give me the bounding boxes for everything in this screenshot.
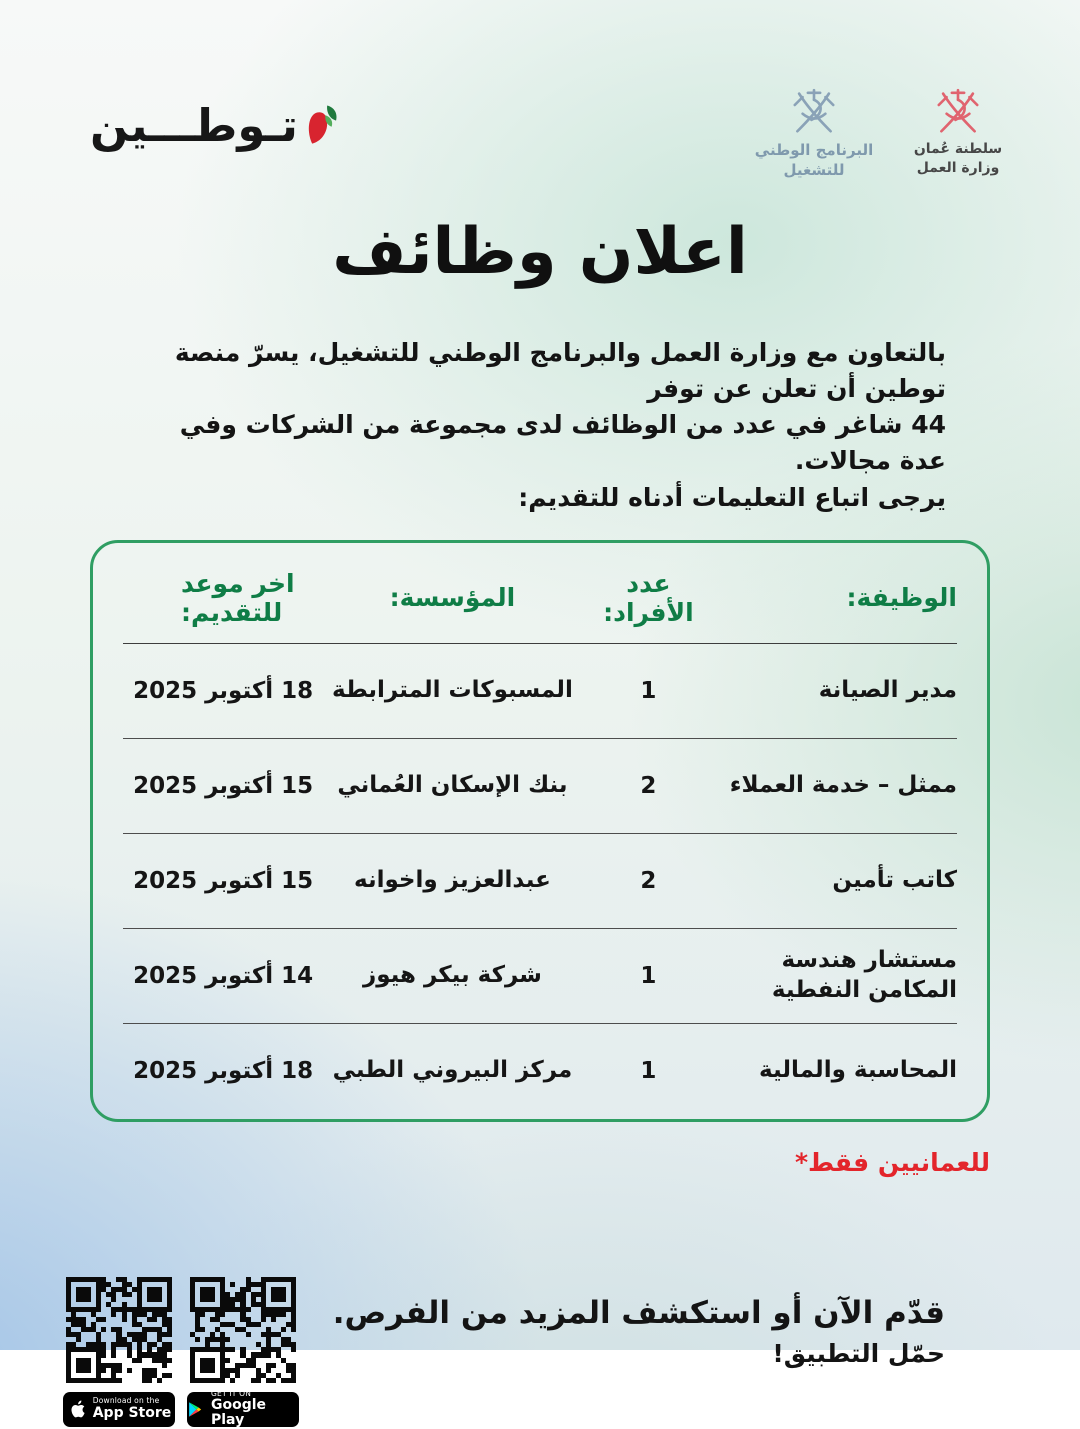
nep-logo-text: البرنامج الوطني (754, 141, 874, 159)
badge-bottom-text: App Store (92, 1404, 172, 1421)
badge-top-text: GET IT ON (211, 1388, 252, 1398)
intro-paragraph (90, 335, 990, 516)
cta-line-1: قدّم الآن أو استكشف المزيد من الفرص. (332, 1294, 945, 1331)
job-title-cell: مستشار هندسة المكامن النفطية (771, 946, 957, 1003)
deadline-cell: 15 أكتوبر 2025 (133, 772, 314, 799)
oman-emblem-icon (786, 84, 842, 140)
company-cell: عبدالعزيز واخوانه (354, 866, 551, 893)
badge-bottom-text: Google Play (211, 1396, 267, 1429)
job-title-cell: مدير الصيانة (818, 676, 957, 703)
deadline-cell: 15 أكتوبر 2025 (133, 867, 314, 894)
cta-line-2: حمّل التطبيق! (772, 1338, 945, 1368)
table-row (123, 1024, 957, 1119)
column-header-count: عدد الأفراد: (603, 568, 694, 627)
google-play-badge[interactable] (187, 1388, 299, 1429)
app-store-badge[interactable] (63, 1392, 175, 1427)
google-play-icon (187, 1400, 204, 1419)
national-employment-program-logo (752, 84, 876, 181)
column-header-job: الوظيفة: (846, 582, 957, 612)
footer (0, 1277, 1080, 1427)
page-title: اعلان وظائف (332, 214, 748, 289)
headcount-cell: 2 (640, 772, 657, 799)
intro-line: 44 شاغر في عدد من الوظائف لدى مجموعة من الشركات وفي عدة مجالات. (179, 410, 946, 476)
badge-top-text: Download on the (92, 1396, 160, 1406)
app-store-qr-code (66, 1277, 172, 1383)
intro-line: بالتعاون مع وزارة العمل والبرنامج الوطني للتشغيل، يسرّ منصة توطين أن تعلن عن توفر (174, 337, 946, 403)
column-header-deadline: اخر موعد للتقديم: (181, 568, 295, 627)
google-play-qr-code (190, 1277, 296, 1383)
omanis-only-note: للعمانيين فقط* (794, 1147, 990, 1177)
column-header-org: المؤسسة: (389, 582, 516, 612)
header (0, 0, 1080, 181)
government-logos (752, 84, 1020, 181)
google-play-column (187, 1277, 299, 1427)
headcount-cell: 2 (640, 867, 657, 894)
app-download-section (63, 1277, 299, 1427)
table-row (123, 929, 957, 1024)
ministry-of-labour-logo (896, 84, 1020, 178)
apple-icon (67, 1398, 86, 1420)
headcount-cell: 1 (640, 677, 657, 704)
job-title-cell: كاتب تأمين (832, 866, 957, 893)
company-cell: شركة بيكر هيوز (362, 961, 542, 988)
call-to-action (333, 1295, 945, 1368)
ministry-logo-text: وزارة العمل (916, 159, 1000, 176)
tawteen-wordmark: تـوطـــين (90, 98, 298, 152)
nep-logo-text: للتشغيل (783, 161, 845, 180)
deadline-cell: 14 أكتوبر 2025 (133, 962, 314, 989)
job-title-cell: ممثل – خدمة العملاء (729, 771, 957, 798)
table-header-row (123, 543, 957, 644)
jobs-table (90, 540, 990, 1122)
tawteen-logo (90, 98, 339, 152)
headcount-cell: 1 (640, 1058, 657, 1085)
table-row (123, 739, 957, 834)
app-store-column (63, 1277, 175, 1427)
company-cell: بنك الإسكان العُماني (337, 771, 568, 798)
table-row (123, 644, 957, 739)
ministry-logo-text: سلطنة عُمان (913, 141, 1003, 157)
headcount-cell: 1 (640, 962, 657, 989)
intro-line: يرجى اتباع التعليمات أدناه للتقديم: (518, 482, 946, 512)
oman-emblem-icon (930, 84, 986, 140)
deadline-cell: 18 أكتوبر 2025 (133, 1058, 314, 1085)
job-title-cell: المحاسبة والمالية (759, 1057, 957, 1084)
company-cell: مركز البيروني الطبي (332, 1057, 573, 1084)
tawteen-logo-icon (303, 102, 339, 148)
company-cell: المسبوكات المترابطة (332, 676, 573, 703)
table-row (123, 834, 957, 929)
deadline-cell: 18 أكتوبر 2025 (133, 677, 314, 704)
